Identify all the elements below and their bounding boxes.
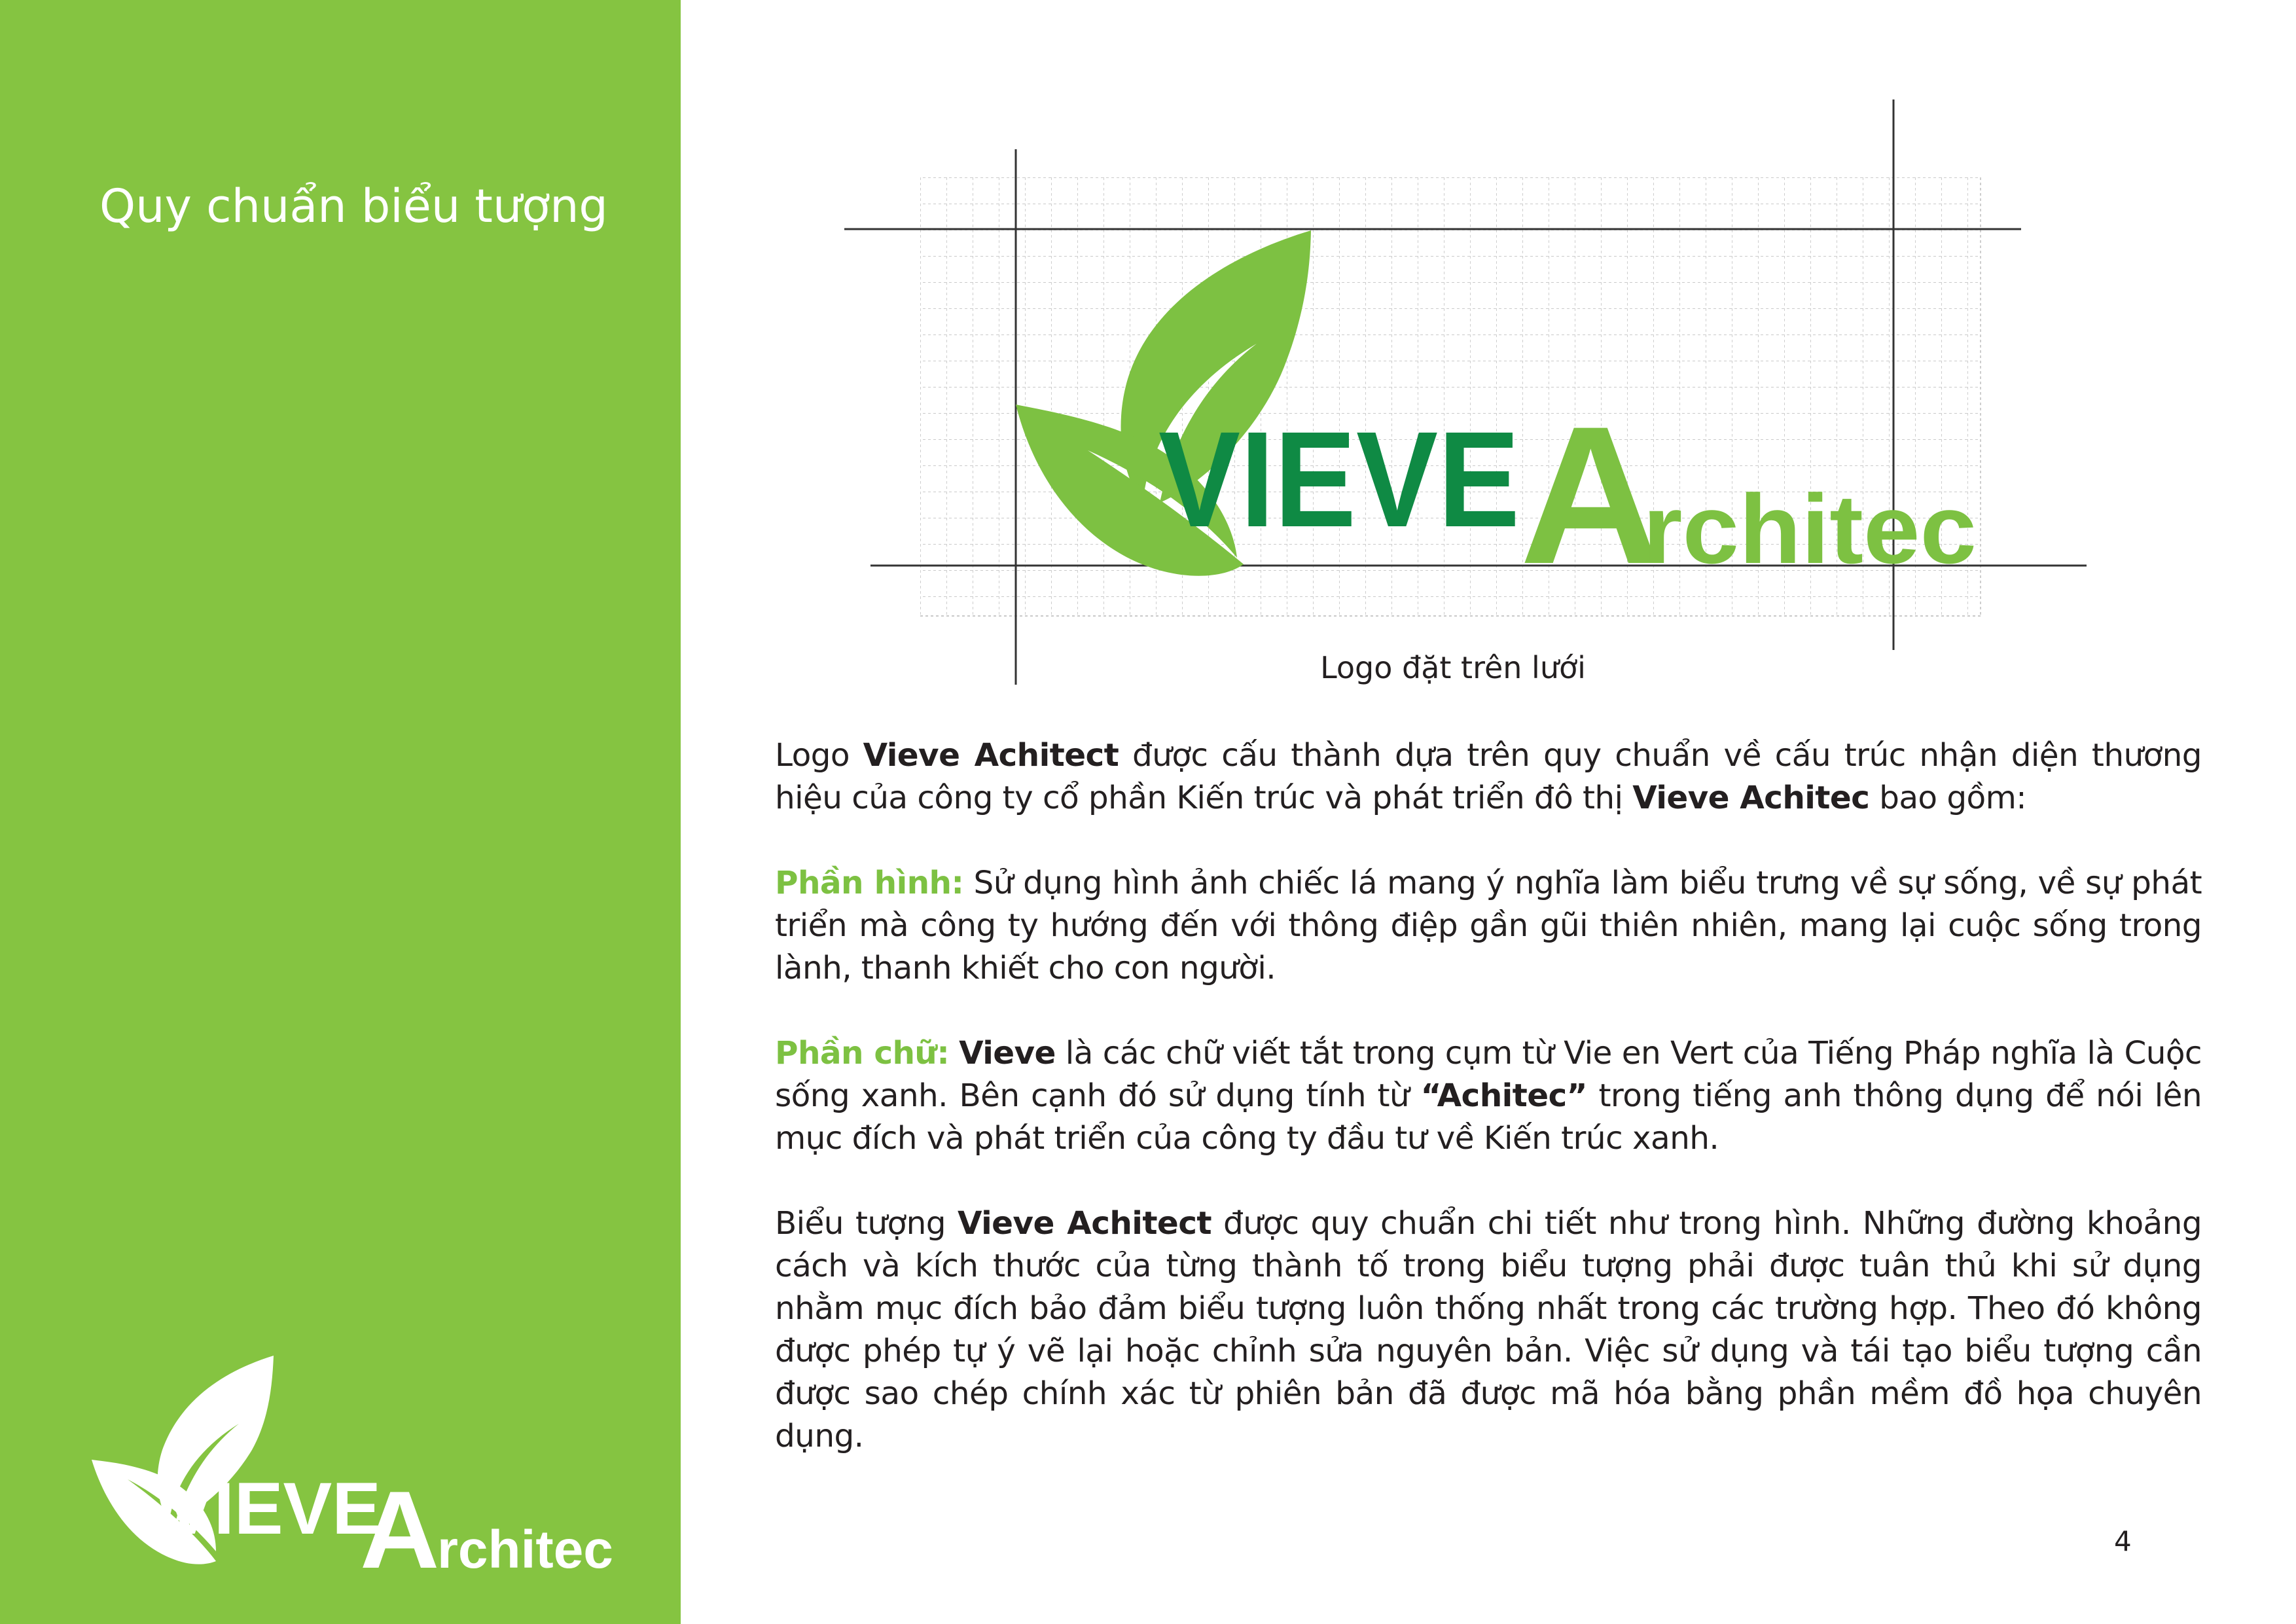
- logo-white: [92, 1352, 641, 1581]
- logo-initial-a: A: [360, 1468, 440, 1581]
- image-part-paragraph: Phần hình: Sử dụng hình ảnh chiếc lá mang ý nghĩa làm biểu trưng về sự sống, về sự phát triển mà công ty hướng đến với thông điệp gần gũi thiên nhiên, mang lại cuộc sống trong lành, thanh khiết cho con người.: [775, 865, 2202, 986]
- sidebar: [0, 0, 681, 1624]
- section-label: Phần chữ:: [775, 1035, 950, 1072]
- logo-word-rchitec: rchitec: [437, 1520, 613, 1579]
- standard-paragraph: Biểu tượng Vieve Achitect được quy chuẩn chi tiết như trong hình. Những đường khoảng cách và kích thước của từng thành tố trong biểu tượng phải được tuân thủ khi sử dụng nhằm mục đích bảo đảm biểu tượng luôn thống nhất trong các trường hợp. Theo đó không được phép tự ý vẽ lại hoặc chỉnh sửa nguyên bản. Việc sử dụng và tái tạo biểu tượng cần được sao chép chính xác từ phiên bản đã được mã hóa bằng phần mềm đồ họa chuyên dụng.: [775, 1205, 2202, 1454]
- page-title: Quy chuẩn biểu tượng: [99, 179, 608, 233]
- logo-word-rchitec: rchitec: [1643, 474, 1977, 584]
- body-text: [775, 734, 2202, 1458]
- figure-caption: Logo đặt trên lưới: [1320, 650, 1586, 685]
- section-label: Phần hình:: [775, 865, 964, 901]
- text-part-paragraph: Phần chữ: Vieve là các chữ viết tắt trong cụm từ Vie en Vert của Tiếng Pháp nghĩa là Cuộc sống xanh. Bên cạnh đó sử dụng tính từ “Achitec” trong tiếng anh thông dụng để nói lên mục đích và phát triển của công ty đầu tư về Kiến trúc xanh.: [775, 1035, 2202, 1157]
- sidebar-logo: [92, 1352, 641, 1581]
- logo-grid: [844, 92, 2101, 713]
- logo-word-vieve: VIEVE: [1158, 404, 1520, 556]
- intro-paragraph: Logo Vieve Achitect được cấu thành dựa trên quy chuẩn về cấu trúc nhận diện thương hiệu của công ty cổ phần Kiến trúc và phát triển đô thị Vieve Achitec bao gồm:: [775, 737, 2202, 816]
- page-number: 4: [2114, 1525, 2132, 1557]
- logo-word-vieve: VIEVE: [165, 1468, 381, 1549]
- logo-grid-figure: [844, 92, 2101, 713]
- logo-initial-a: A: [1520, 385, 1662, 605]
